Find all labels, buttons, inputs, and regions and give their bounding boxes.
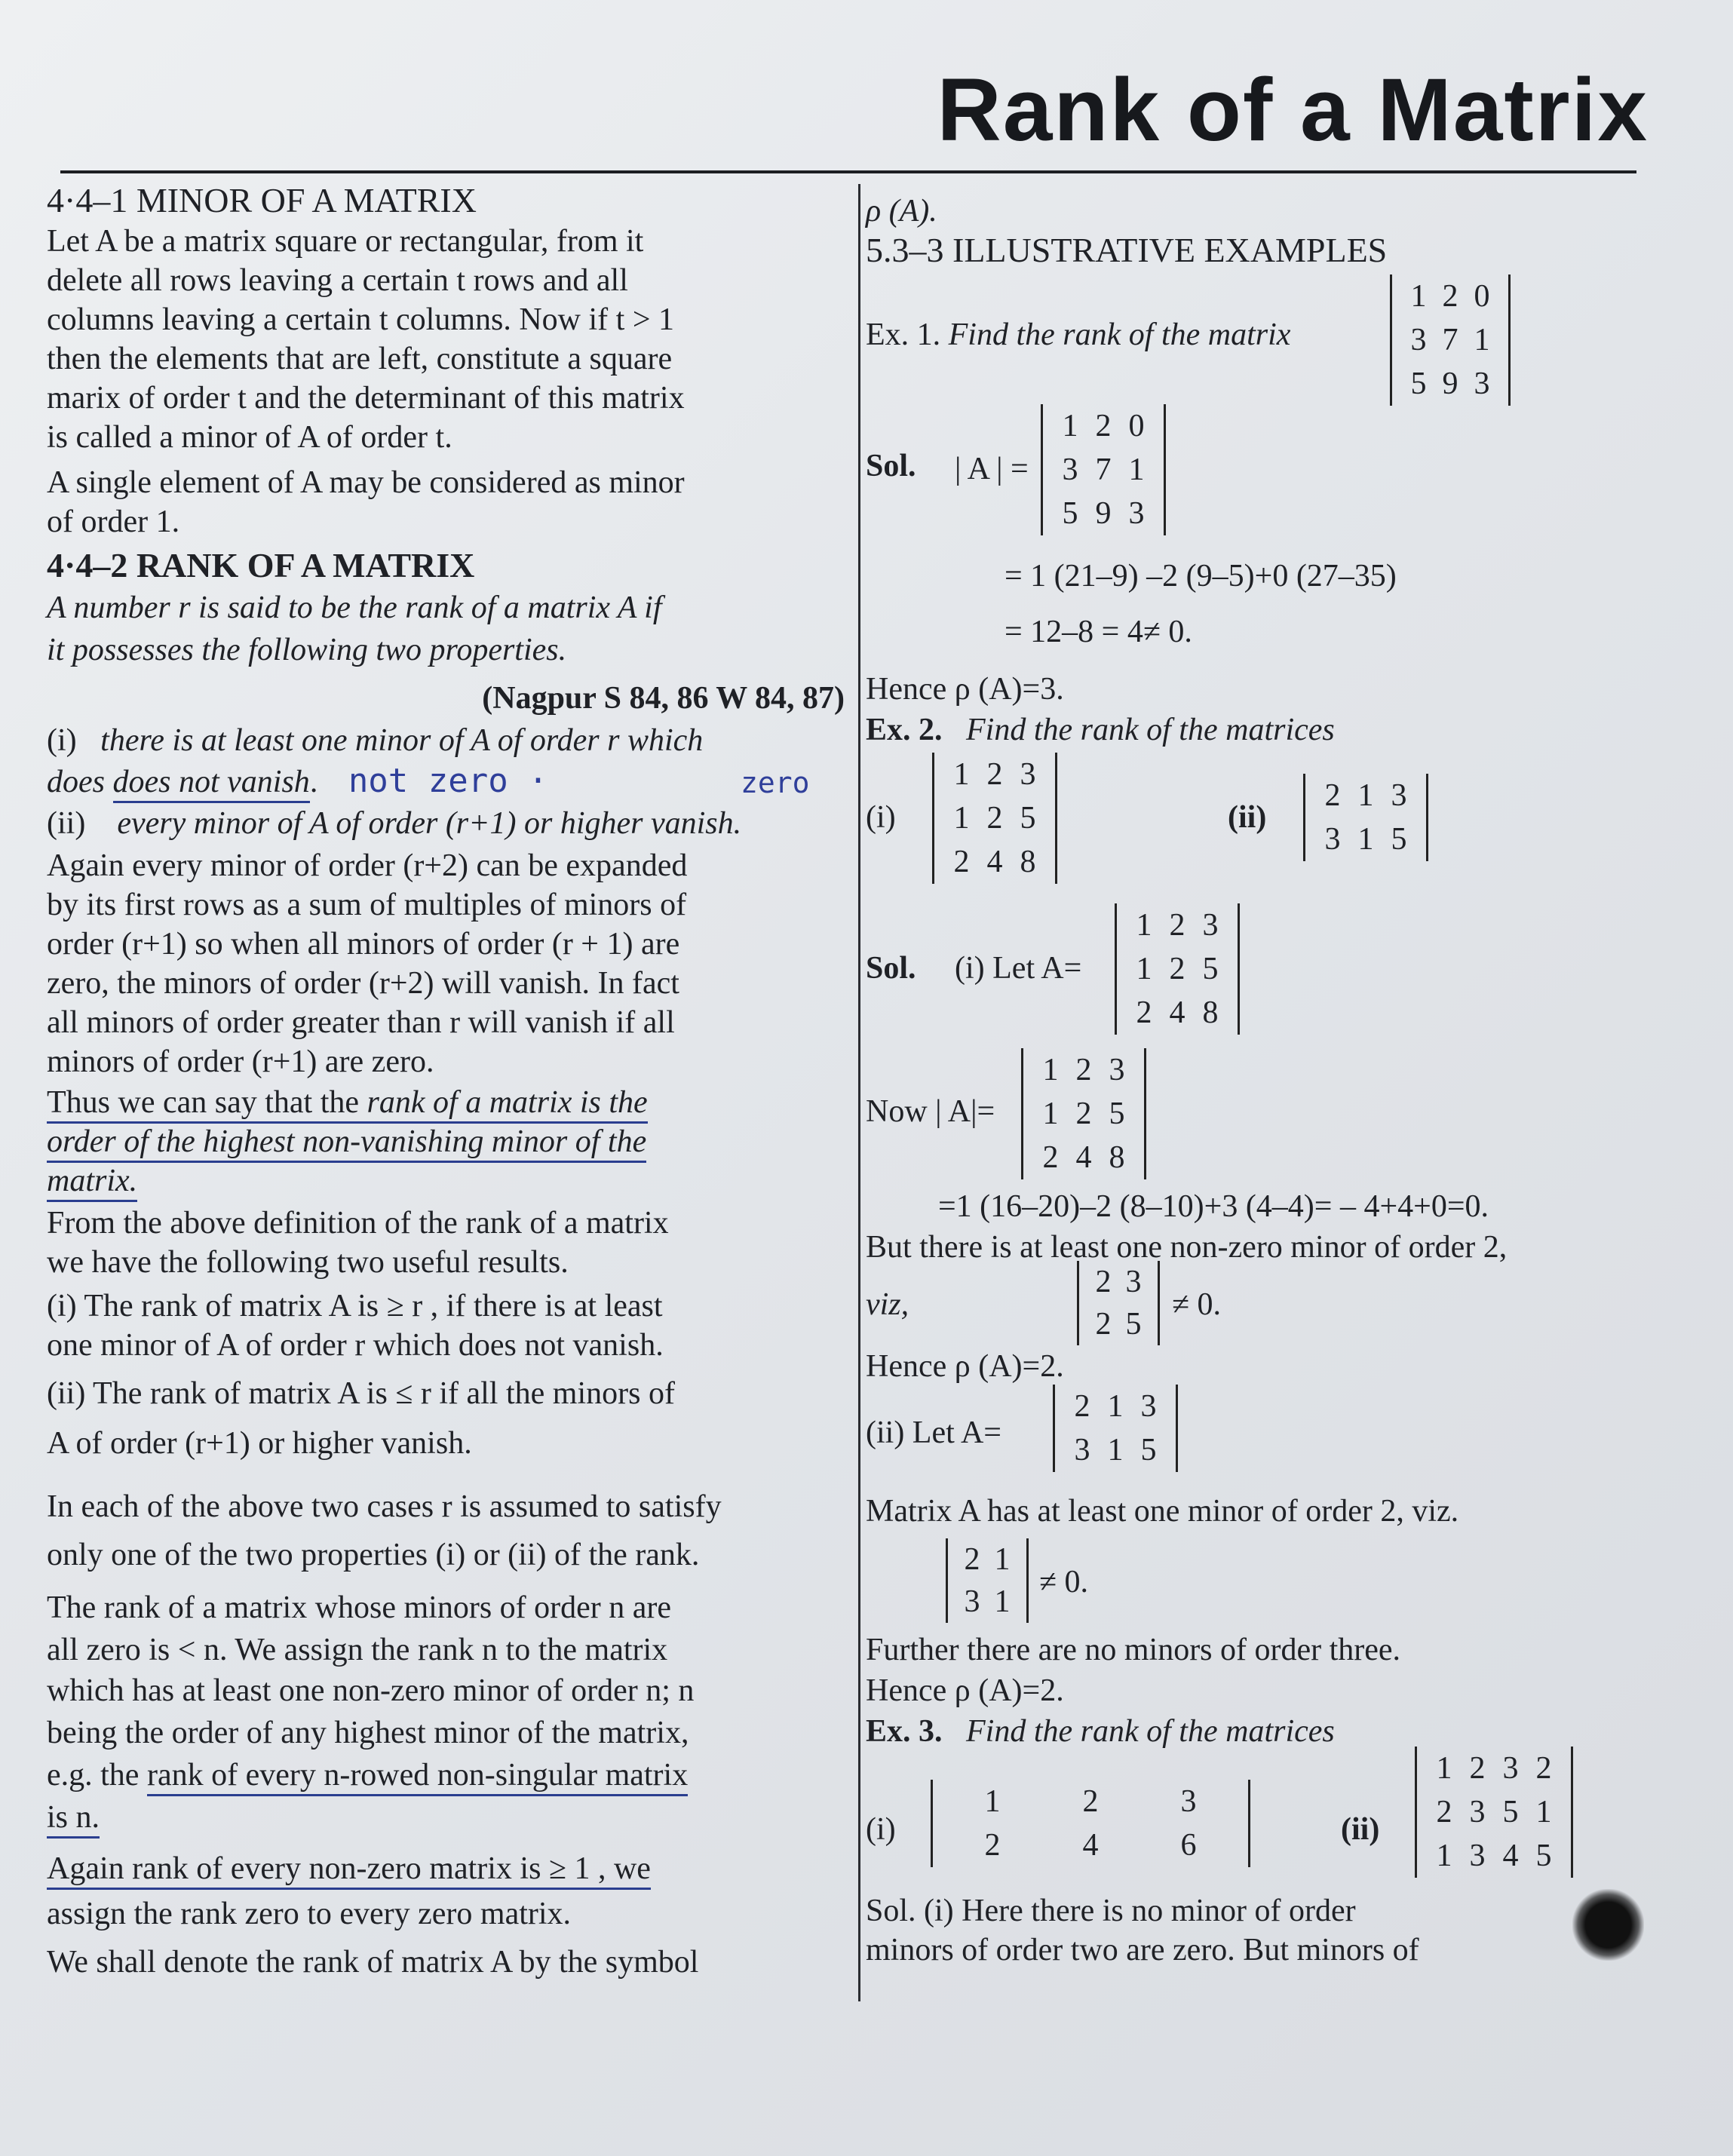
example-label: Ex. 2. bbox=[866, 713, 943, 747]
matrix-cell: 1 bbox=[994, 1542, 1011, 1577]
matrix-cell: 2 bbox=[1095, 1307, 1112, 1342]
matrix-now bbox=[1021, 1048, 1146, 1179]
matrix-cell: 2 bbox=[1169, 952, 1185, 986]
underlined-text: does not vanish bbox=[113, 765, 310, 803]
matrix-sol2 bbox=[1115, 903, 1240, 1035]
para-line: of order 1. bbox=[47, 504, 180, 539]
matrix-cell: 1 bbox=[1136, 952, 1152, 986]
again-line bbox=[47, 1849, 651, 1888]
para-line: only one of the two properties (i) or (ii) of the rank. bbox=[47, 1538, 700, 1572]
column-divider bbox=[858, 184, 860, 2001]
matrix-sol2-ii bbox=[1053, 1385, 1178, 1472]
matrix-cell: 2 bbox=[1136, 995, 1152, 1030]
para-line: From the above definition of the rank of a matrix bbox=[47, 1206, 669, 1241]
matrix-cell: 1 bbox=[1410, 279, 1427, 314]
matrix-cell: 2 bbox=[1442, 279, 1458, 314]
matrix-cell: 5 bbox=[1410, 366, 1427, 401]
matrix-cell: 1 bbox=[994, 1584, 1011, 1619]
matrix-cell: 3 bbox=[1474, 366, 1490, 401]
matrix-cell: 3 bbox=[1202, 908, 1219, 943]
matrix-cell: 2 bbox=[1469, 1751, 1486, 1786]
matrix-cell: 5 bbox=[1502, 1795, 1519, 1829]
para-line: then the elements that are left, constitute a square bbox=[47, 342, 673, 376]
matrix-cell: 8 bbox=[1020, 845, 1036, 879]
exam-reference: (Nagpur S 84, 86 W 84, 87) bbox=[482, 681, 845, 716]
matrix-cell: 4 bbox=[1075, 1140, 1092, 1175]
example-label: Ex. 1. bbox=[866, 317, 941, 352]
matrix-cell: 5 bbox=[1535, 1839, 1552, 1873]
matrix-cell: 1 bbox=[1357, 778, 1374, 813]
determinant-minor bbox=[1077, 1261, 1160, 1345]
matrix-cell: 2 bbox=[986, 757, 1003, 792]
underlined-text: Again rank of every non-zero matrix is ≥ 1 , we bbox=[47, 1851, 651, 1890]
matrix-cell: 3 bbox=[1324, 822, 1341, 857]
result-1: (i) The rank of matrix A is ≥ r , if there is at least bbox=[47, 1289, 663, 1323]
matrix-cell: 3 bbox=[1180, 1784, 1197, 1819]
sub-label: (ii) bbox=[1341, 1812, 1380, 1847]
matrix-cell: 3 bbox=[1502, 1751, 1519, 1786]
solution-line: minors of order two are zero. But minors of bbox=[866, 1933, 1419, 1967]
conclusion: Hence ρ (A)=3. bbox=[866, 672, 1064, 707]
definition-line: it possesses the following two properties. bbox=[47, 633, 567, 667]
section-heading-rank: 4·4–2 RANK OF A MATRIX bbox=[47, 546, 475, 584]
section-heading-minor: 4·4–1 MINOR OF A MATRIX bbox=[47, 181, 477, 219]
sub-label: (ii) bbox=[1228, 800, 1267, 835]
property-text: every minor of A of order (r+1) or higher vanish. bbox=[117, 806, 742, 841]
matrix-cell: 0 bbox=[1128, 409, 1145, 443]
matrix-cell: 5 bbox=[1020, 801, 1036, 836]
underlined-text: rank of a matrix is the bbox=[367, 1085, 648, 1124]
matrix-cell: 1 bbox=[1357, 822, 1374, 857]
matrix-sol1 bbox=[1041, 404, 1166, 535]
matrix-cell: 0 bbox=[1474, 279, 1490, 314]
para-line: which has at least one non-zero minor of order n; n bbox=[47, 1673, 695, 1708]
underlined-text: rank of every n-rowed non-singular matrix bbox=[147, 1758, 688, 1796]
ink-blot bbox=[1572, 1889, 1644, 1961]
key-statement bbox=[47, 1161, 137, 1201]
not-equal-zero: ≠ 0. bbox=[1172, 1287, 1222, 1322]
period: . bbox=[309, 765, 318, 799]
matrix-cell: 1 bbox=[953, 801, 970, 836]
property-label: (ii) bbox=[47, 806, 86, 841]
property-2 bbox=[47, 804, 741, 843]
text-line: But there is at least one non-zero minor of order 2, bbox=[866, 1230, 1508, 1265]
para-line: Again every minor of order (r+2) can be expanded bbox=[47, 848, 688, 883]
para-line: order (r+1) so when all minors of order (r + 1) are bbox=[47, 927, 680, 961]
matrix-ex2-ii bbox=[1303, 774, 1428, 861]
solution-label: Sol. bbox=[866, 449, 916, 483]
matrix-cell: 1 bbox=[1107, 1433, 1124, 1467]
matrix-cell: 3 bbox=[1469, 1795, 1486, 1829]
matrix-cell: 2 bbox=[1095, 1265, 1112, 1299]
matrix-ex1 bbox=[1390, 274, 1511, 406]
let-statement: (i) Let A= bbox=[955, 951, 1082, 986]
para-line: Let A be a matrix square or rectangular, from it bbox=[47, 224, 644, 259]
solution-line: Sol. (i) Here there is no minor of order bbox=[866, 1894, 1356, 1928]
property-1-cont bbox=[47, 762, 548, 802]
matrix-cell: 1 bbox=[1107, 1389, 1124, 1424]
example-1 bbox=[866, 315, 1290, 354]
matrix-cell: 1 bbox=[1535, 1795, 1552, 1829]
text: e.g. the bbox=[47, 1758, 147, 1793]
matrix-cell: 1 bbox=[1062, 409, 1078, 443]
property-text: does does not vanish bbox=[47, 765, 310, 803]
conclusion: Hence ρ (A)=2. bbox=[866, 1349, 1064, 1384]
matrix-cell: 1 bbox=[1436, 1839, 1452, 1873]
definition-line: A number r is said to be the rank of a matrix A if bbox=[47, 590, 662, 625]
matrix-cell: 5 bbox=[1202, 952, 1219, 986]
matrix-cell: 5 bbox=[1109, 1096, 1125, 1131]
para-line: marix of order t and the determinant of this matrix bbox=[47, 381, 685, 416]
para-line: columns leaving a certain t columns. Now if t > 1 bbox=[47, 302, 675, 337]
matrix-cell: 3 bbox=[1391, 778, 1407, 813]
matrix-cell: 3 bbox=[1062, 452, 1078, 487]
para-line: minors of order (r+1) are zero. bbox=[47, 1044, 434, 1079]
matrix-cell: 1 bbox=[1042, 1053, 1059, 1087]
matrix-cell: 1 bbox=[953, 757, 970, 792]
matrix-cell: 5 bbox=[1062, 496, 1078, 531]
example-text: Find the rank of the matrices bbox=[966, 1714, 1335, 1749]
matrix-cell: 2 bbox=[1075, 1053, 1092, 1087]
matrix-ex3-i bbox=[931, 1780, 1250, 1867]
matrix-cell: 1 bbox=[1042, 1096, 1059, 1131]
matrix-cell: 2 bbox=[1082, 1784, 1099, 1819]
para-line: zero, the minors of order (r+2) will vanish. In fact bbox=[47, 966, 679, 1001]
matrix-cell: 2 bbox=[1042, 1140, 1059, 1175]
matrix-cell: 3 bbox=[1410, 323, 1427, 357]
example-2 bbox=[866, 710, 1335, 750]
expansion-line: = 1 (21–9) –2 (9–5)+0 (27–35) bbox=[1005, 559, 1397, 593]
matrix-cell: 6 bbox=[1180, 1828, 1197, 1863]
example-line bbox=[47, 1798, 100, 1837]
sub-label: (i) bbox=[866, 800, 896, 835]
matrix-ex3-ii bbox=[1415, 1747, 1573, 1878]
matrix-cell: 2 bbox=[1324, 778, 1341, 813]
result-2-cont: A of order (r+1) or higher vanish. bbox=[47, 1426, 472, 1461]
matrix-cell: 3 bbox=[964, 1584, 980, 1619]
matrix-cell: 2 bbox=[1436, 1795, 1452, 1829]
matrix-cell: 7 bbox=[1442, 323, 1458, 357]
example-text: Find the rank of the matrices bbox=[966, 713, 1335, 747]
matrix-cell: 1 bbox=[1474, 323, 1490, 357]
para-line: is called a minor of A of order t. bbox=[47, 420, 452, 455]
matrix-cell: 5 bbox=[1391, 822, 1407, 857]
header-rule bbox=[60, 170, 1636, 173]
matrix-cell: 9 bbox=[1442, 366, 1458, 401]
matrix-cell: 1 bbox=[1136, 908, 1152, 943]
matrix-cell: 1 bbox=[1128, 452, 1145, 487]
para-line: assign the rank zero to every zero matrix. bbox=[47, 1897, 572, 1931]
matrix-cell: 5 bbox=[1125, 1307, 1142, 1342]
para-line: all zero is < n. We assign the rank n to the matrix bbox=[47, 1633, 668, 1667]
let-statement: (ii) Let A= bbox=[866, 1415, 1001, 1450]
para-line: We shall denote the rank of matrix A by the symbol bbox=[47, 1945, 699, 1980]
result-line: = 12–8 = 4≠ 0. bbox=[1005, 615, 1192, 649]
matrix-cell: 3 bbox=[1109, 1053, 1125, 1087]
matrix-cell: 3 bbox=[1469, 1839, 1486, 1873]
matrix-cell: 2 bbox=[1095, 409, 1112, 443]
conclusion: Hence ρ (A)=2. bbox=[866, 1673, 1064, 1708]
matrix-cell: 1 bbox=[1436, 1751, 1452, 1786]
viz-label: viz, bbox=[866, 1287, 909, 1322]
underlined-text: Thus we can say that the bbox=[47, 1085, 367, 1124]
matrix-cell: 7 bbox=[1095, 452, 1112, 487]
matrix-cell: 1 bbox=[984, 1784, 1001, 1819]
matrix-cell: 9 bbox=[1095, 496, 1112, 531]
matrix-cell: 8 bbox=[1202, 995, 1219, 1030]
para-line: we have the following two useful results. bbox=[47, 1245, 569, 1280]
underlined-text: matrix. bbox=[47, 1164, 137, 1202]
para-line: delete all rows leaving a certain t rows and all bbox=[47, 263, 628, 298]
property-label: (i) bbox=[47, 723, 77, 758]
result-1-cont: one minor of A of order r which does not vanish. bbox=[47, 1328, 664, 1363]
para-line: by its first rows as a sum of multiples of minors of bbox=[47, 888, 687, 922]
page-title: Rank of a Matrix bbox=[937, 60, 1649, 160]
matrix-cell: 2 bbox=[984, 1828, 1001, 1863]
underlined-text: is n. bbox=[47, 1800, 100, 1839]
matrix-cell: 3 bbox=[1020, 757, 1036, 792]
para-line: all minors of order greater than r will vanish if all bbox=[47, 1005, 675, 1040]
matrix-cell: 4 bbox=[1502, 1839, 1519, 1873]
det-label: | A | = bbox=[955, 452, 1029, 486]
matrix-cell: 5 bbox=[1140, 1433, 1157, 1467]
example-text: Find the rank of the matrix bbox=[948, 317, 1291, 352]
matrix-cell: 4 bbox=[986, 845, 1003, 879]
now-label: Now | A|= bbox=[866, 1094, 995, 1129]
sub-label: (i) bbox=[866, 1812, 896, 1847]
matrix-cell: 3 bbox=[1074, 1433, 1090, 1467]
underlined-text: order of the highest non-vanishing minor of the bbox=[47, 1124, 646, 1163]
para-line: The rank of a matrix whose minors of order n are bbox=[47, 1590, 672, 1625]
example-label: Ex. 3. bbox=[866, 1714, 943, 1749]
matrix-cell: 2 bbox=[964, 1542, 980, 1577]
result-2: (ii) The rank of matrix A is ≤ r if all the minors of bbox=[47, 1376, 675, 1411]
determinant-minor bbox=[946, 1538, 1029, 1623]
matrix-ex2-i bbox=[932, 753, 1057, 884]
matrix-cell: 3 bbox=[1125, 1265, 1142, 1299]
expansion-line: =1 (16–20)–2 (8–10)+3 (4–4)= – 4+4+0=0. bbox=[938, 1189, 1489, 1224]
para-line: In each of the above two cases r is assumed to satisfy bbox=[47, 1489, 722, 1524]
matrix-cell: 4 bbox=[1082, 1828, 1099, 1863]
matrix-cell: 2 bbox=[1074, 1389, 1090, 1424]
matrix-cell: 3 bbox=[1128, 496, 1145, 531]
matrix-cell: 3 bbox=[1140, 1389, 1157, 1424]
handwritten-note: not zero · bbox=[348, 762, 548, 800]
property-1 bbox=[47, 721, 703, 760]
continued-text: ρ (A). bbox=[866, 194, 937, 228]
key-statement bbox=[47, 1122, 646, 1161]
solution-label: Sol. bbox=[866, 951, 916, 986]
text-line: Matrix A has at least one minor of order 2, viz. bbox=[866, 1494, 1459, 1529]
matrix-cell: 2 bbox=[986, 801, 1003, 836]
matrix-cell: 8 bbox=[1109, 1140, 1125, 1175]
matrix-cell: 4 bbox=[1169, 995, 1185, 1030]
example-3 bbox=[866, 1712, 1335, 1751]
matrix-cell: 2 bbox=[953, 845, 970, 879]
key-statement bbox=[47, 1083, 648, 1122]
not-equal-zero: ≠ 0. bbox=[1039, 1565, 1089, 1599]
para-line: being the order of any highest minor of the matrix, bbox=[47, 1716, 689, 1750]
para-line: A single element of A may be considered as minor bbox=[47, 465, 685, 500]
section-heading-examples: 5.3–3 ILLUSTRATIVE EXAMPLES bbox=[866, 231, 1388, 269]
property-text: there is at least one minor of A of order r which bbox=[100, 723, 704, 758]
matrix-cell: 2 bbox=[1169, 908, 1185, 943]
matrix-cell: 2 bbox=[1535, 1751, 1552, 1786]
text-line: Further there are no minors of order three. bbox=[866, 1633, 1401, 1667]
matrix-cell: 2 bbox=[1075, 1096, 1092, 1131]
handwritten-note: zero bbox=[741, 766, 810, 799]
example-line bbox=[47, 1756, 688, 1795]
